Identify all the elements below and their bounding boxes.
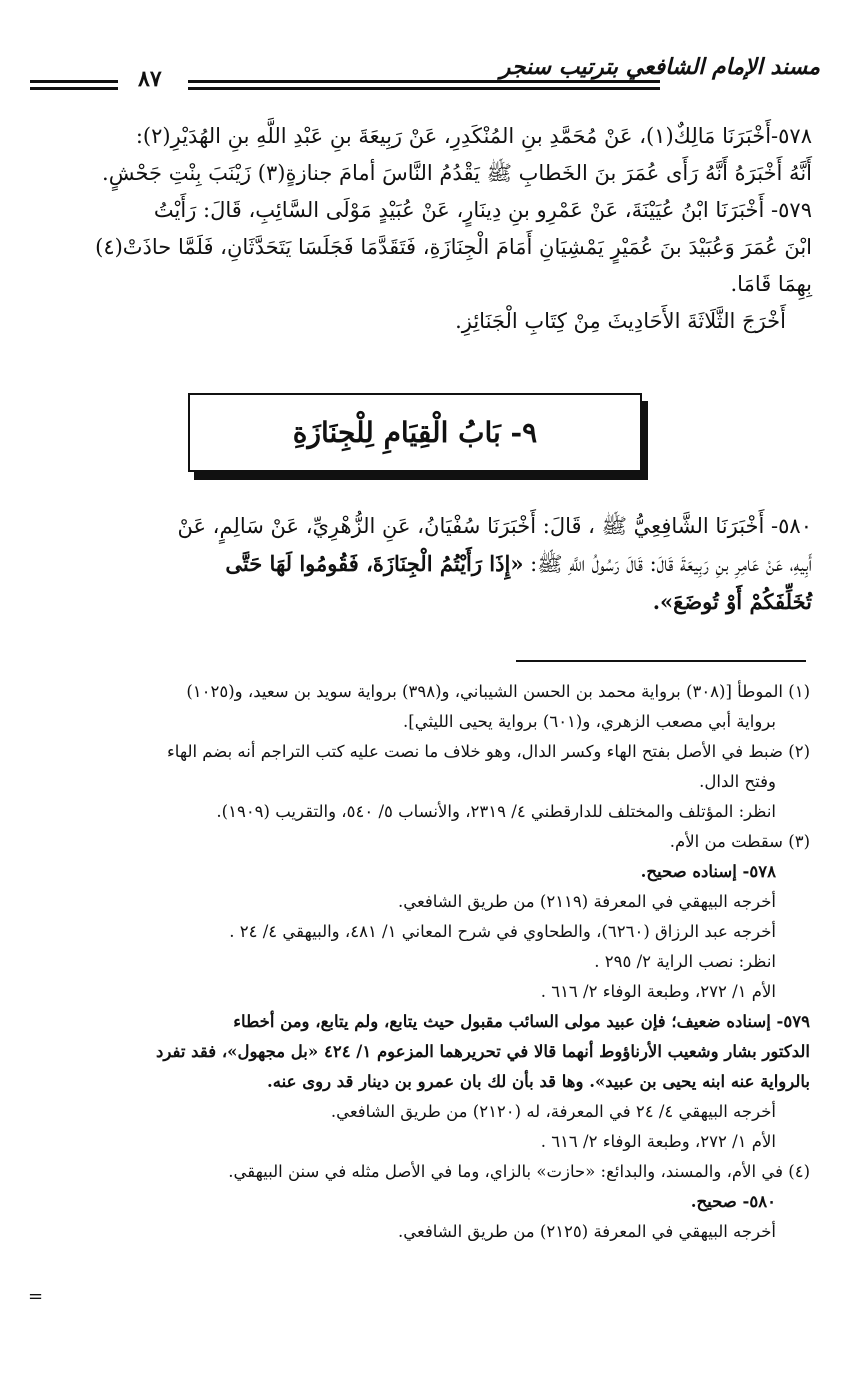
hadith-578-line-1: ٥٧٨-أَخْبَرَنَا مَالِكٌ(١)، عَنْ مُحَمَّدِ بنِ المُنْكَدِرِ، عَنْ رَبِيعَةَ بنِ عَبْدِ اللَّهِ بنِ الهُدَيْرِ(٢): xyxy=(135,124,812,148)
running-header xyxy=(30,50,820,100)
takhrij-580-grade: ٥٨٠- صحيح. xyxy=(690,1192,776,1211)
main-text xyxy=(32,118,812,340)
takhrij-579-line-4: أخرجه البيهقي ٤/ ٢٤ في المعرفة، له (٢١٢٠) من طريق الشافعي. xyxy=(330,1102,776,1121)
footnote-1-line-1: (١) الموطأ [(٣٠٨) برواية محمد بن الحسن الشيباني، و(٣٩٨) برواية سويد بن سعيد، و(١٠٢٥) xyxy=(186,682,810,701)
header-rule-left-bottom xyxy=(30,87,118,90)
hadith-579-line-3: بِهِمَا قَامَا. xyxy=(730,272,812,296)
takhrij-578-line-2: أخرجه عبد الرزاق (٦٢٦٠)، والطحاوي في شرح المعاني ١/ ٤٨١، والبيهقي ٤/ ٢٤ . xyxy=(229,922,776,941)
takhrij-579-line-2: الدكتور بشار وشعيب الأرناؤوط أنهما قالا في تحريرهما المزعوم ١/ ٤٢٤ «بل مجهول»، فقد تفرد xyxy=(156,1042,810,1061)
footnote-3: (٣) سقطت من الأم. xyxy=(669,832,810,851)
page-number: ٨٧ xyxy=(138,66,162,92)
footnote-separator xyxy=(516,660,806,662)
hadith-579-line-1: ٥٧٩- أَخْبَرَنَا ابْنُ عُيَيْنَةَ، عَنْ عَمْرِو بنِ دِينَارٍ، عَنْ عُبَيْدٍ مَوْلَى السَّائِبِ، قَالَ: رَأَيْتُ xyxy=(153,198,812,222)
chapter-title: ٩- بَابُ الْقِيَامِ لِلْجِنَازَةِ xyxy=(292,416,538,449)
hadith-580-line-1: ٥٨٠- أَخْبَرَنَا الشَّافِعِيُّ ﷺ ، قَالَ: أَخْبَرَنَا سُفْيَانُ، عَنِ الزُّهْرِيِّ، عَنْ سَالِمٍ، عَنْ xyxy=(177,514,812,538)
hadith-580-matn-1: «إِذَا رَأَيْتُمُ الْجِنَازَةَ، فَقُومُوا لَهَا حَتَّى xyxy=(225,551,524,576)
takhrij-579-line-3: بالرواية عنه ابنه يحيى بن عبيد». وها قد بأن لك بان عمرو بن دينار قد روى عنه. xyxy=(267,1072,810,1091)
hadith-580-line-3: تُخَلِّفَكُمْ أَوْ تُوضَعَ». xyxy=(652,589,812,614)
takhrij-579-line-1: ٥٧٩- إسناده ضعيف؛ فإن عبيد مولى السائب مقبول حيث يتابع، ولم يتابع، ومن أخطاء xyxy=(233,1012,810,1031)
hadith-580-line-2 xyxy=(32,545,812,583)
hadith-580-isnad: أَبِيهِ، عَنْ عَامِرِ بنِ رَبِيعَةَ قَالَ: قَالَ رَسُولُ اللَّهِ ﷺ: xyxy=(523,552,812,576)
hadith-579-line-2: ابْنَ عُمَرَ وَعُبَيْدَ بنَ عُمَيْرٍ يَمْشِيَانِ أَمَامَ الْجِنَازَةِ، فَتَقَدَّمَا فَجَلَسَا يَتَحَدَّثَانِ، فَلَمَّا حاذَتْ(٤) xyxy=(95,235,812,259)
takhrij-579-line-5: الأم ١/ ٢٧٢، وطبعة الوفاء ٢/ ٦١٦ . xyxy=(540,1132,776,1151)
hadith-578-line-2: أَنَّهُ أَخْبَرَهُ أَنَّهُ رَأَى عُمَرَ بنَ الخَطابِ ﷺ يَقْدُمُ النَّاسَ أمامَ جنازةٍ(٣) زَيْنَبَ بِنْتِ جَحْشٍ. xyxy=(102,161,812,185)
takhrij-578-line-1: أخرجه البيهقي في المعرفة (٢١١٩) من طريق الشافعي. xyxy=(397,892,776,911)
footnote-1-line-2: برواية أبي مصعب الزهري، و(٦٠١) برواية يحيى الليثي]. xyxy=(403,712,776,731)
header-rule-right-top xyxy=(188,80,660,83)
header-rule-left-top xyxy=(30,80,118,83)
takhrij-578-grade: ٥٧٨- إسناده صحيح. xyxy=(640,862,776,881)
footnote-4: (٤) في الأم، والمسند، والبدائع: «حازت» بالزاي، وما في الأصل مثله في سنن البيهقي. xyxy=(228,1162,810,1181)
footnotes xyxy=(30,677,810,1247)
closing-note: أَخْرَجَ الثَّلَاثَةَ الأَحَادِيثَ مِنْ كِتَابِ الْجَنَائِزِ. xyxy=(455,309,786,333)
header-rule-right-bottom xyxy=(188,87,660,90)
hadith-580 xyxy=(32,508,812,620)
footnote-2-line-1: (٢) ضبط في الأصل بفتح الهاء وكسر الدال، وهو خلاف ما نصت عليه كتب التراجم أنه بضم الهاء xyxy=(167,742,810,761)
book-title: مسند الإمام الشافعي بترتيب سنجر xyxy=(499,54,820,80)
footnote-2-line-2: وفتح الدال. xyxy=(699,772,776,791)
chapter-heading-box xyxy=(188,393,642,472)
footnote-2-line-3: انظر: المؤتلف والمختلف للدارقطني ٤/ ٢٣١٩، والأنساب ٥/ ٥٤٠، والتقريب (١٩٠٩). xyxy=(216,802,776,821)
continuation-mark: = xyxy=(28,1286,44,1307)
takhrij-578-line-4: الأم ١/ ٢٧٢، وطبعة الوفاء ٢/ ٦١٦ . xyxy=(540,982,776,1001)
takhrij-580-line-1: أخرجه البيهقي في المعرفة (٢١٢٥) من طريق الشافعي. xyxy=(397,1222,776,1241)
takhrij-578-line-3: انظر: نصب الراية ٢/ ٢٩٥ . xyxy=(594,952,776,971)
